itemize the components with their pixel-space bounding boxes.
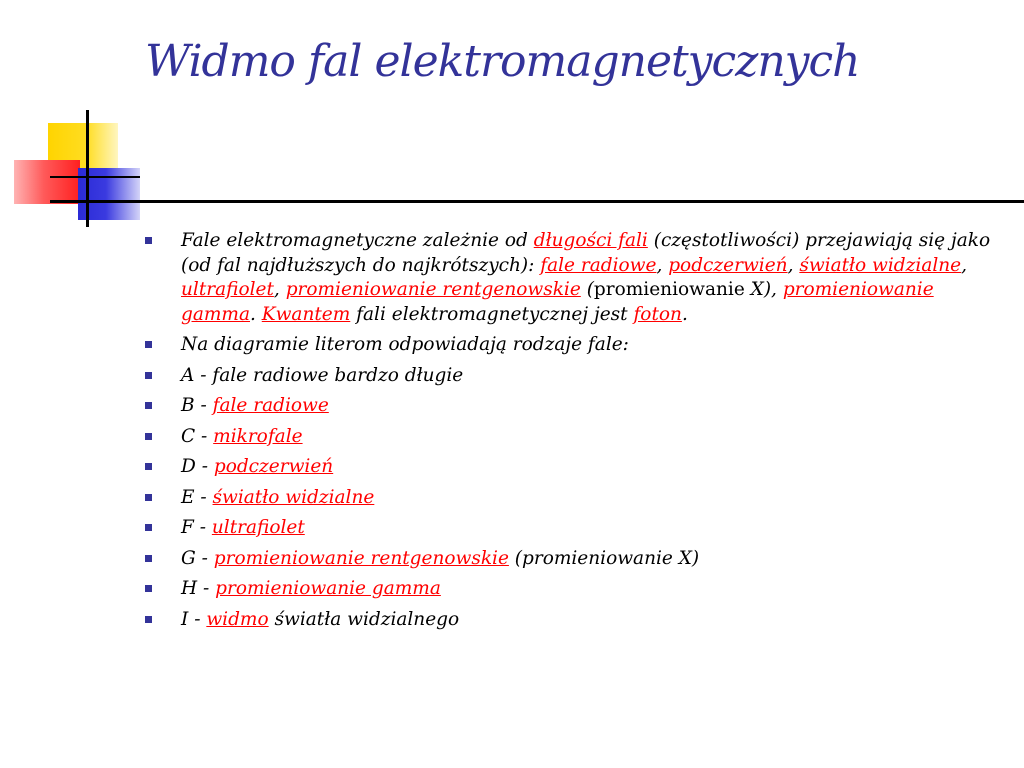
text-segment: (częstotliwości) przejawiają się jako (od fal najdłuższych do najkrótszych): bbox=[181, 230, 991, 276]
decorative-red-square bbox=[14, 160, 80, 204]
list-item bbox=[143, 364, 1003, 389]
text-segment: . bbox=[681, 303, 688, 325]
text-segment: I - bbox=[181, 608, 207, 630]
text-segment: promieniowanie bbox=[593, 279, 745, 300]
decorative-short-horizontal-line bbox=[50, 176, 140, 178]
list-item bbox=[143, 486, 1003, 511]
text-segment: fali elektromagnetycznej jest bbox=[350, 303, 634, 325]
hyperlink[interactable]: Kwantem bbox=[261, 303, 351, 325]
decorative-vertical-line bbox=[86, 110, 89, 227]
bullet-square-icon bbox=[145, 402, 152, 409]
text-segment: (promieniowanie X) bbox=[508, 547, 700, 569]
list-item bbox=[143, 547, 1003, 572]
bullet-square-icon bbox=[145, 341, 152, 348]
text-segment: Na diagramie literom odpowiadają rodzaje fale: bbox=[181, 334, 629, 355]
text-segment: B - bbox=[181, 395, 213, 416]
bullet-square-icon bbox=[145, 463, 152, 470]
text-segment: H - bbox=[181, 578, 216, 599]
text-segment: D - bbox=[181, 456, 214, 477]
text-segment: światła widzialnego bbox=[268, 608, 460, 630]
list-item bbox=[143, 577, 1003, 602]
text-segment: , bbox=[961, 254, 968, 276]
bullet-square-icon bbox=[145, 555, 152, 562]
hyperlink[interactable]: fale radiowe bbox=[212, 395, 329, 416]
text-segment: A - fale radiowe bardzo długie bbox=[181, 364, 464, 386]
hyperlink[interactable]: widmo bbox=[206, 608, 269, 630]
hyperlink[interactable]: światło widzialne bbox=[799, 254, 962, 276]
text-segment: Fale elektromagnetyczne zależnie od bbox=[181, 230, 534, 251]
hyperlink[interactable]: foton bbox=[633, 303, 682, 325]
hyperlink[interactable]: ultrafiolet bbox=[211, 517, 305, 538]
hyperlink[interactable]: mikrofale bbox=[213, 425, 303, 447]
hyperlink[interactable]: promieniowanie gamma bbox=[181, 279, 934, 325]
text-segment: F - bbox=[181, 517, 212, 538]
bullet-square-icon bbox=[145, 585, 152, 592]
bullet-square-icon bbox=[145, 616, 152, 623]
hyperlink[interactable]: podczerwień bbox=[213, 456, 334, 477]
text-segment: ( bbox=[580, 279, 594, 300]
bullet-square-icon bbox=[145, 524, 152, 531]
bullet-square-icon bbox=[145, 237, 152, 244]
hyperlink[interactable]: promieniowanie rentgenowskie bbox=[213, 547, 509, 569]
text-segment: X), bbox=[744, 279, 783, 300]
list-item bbox=[143, 394, 1003, 419]
text-segment: , bbox=[273, 279, 286, 300]
hyperlink[interactable]: promieniowanie rentgenowskie bbox=[285, 279, 581, 300]
list-item bbox=[143, 333, 1003, 358]
list-item bbox=[143, 608, 1003, 633]
bullet-square-icon bbox=[145, 372, 152, 379]
hyperlink[interactable]: ultrafiolet bbox=[181, 279, 274, 300]
bullet-list bbox=[143, 229, 1003, 632]
slide-content bbox=[143, 229, 1003, 638]
hyperlink[interactable]: fale radiowe bbox=[540, 254, 657, 276]
text-segment: C - bbox=[181, 425, 214, 447]
text-segment: E - bbox=[181, 486, 213, 508]
hyperlink[interactable]: promieniowanie gamma bbox=[215, 578, 441, 599]
title-divider-line bbox=[50, 200, 1024, 203]
list-item bbox=[143, 455, 1003, 480]
text-segment: . bbox=[250, 303, 262, 325]
hyperlink[interactable]: światło widzialne bbox=[212, 486, 375, 508]
bullet-square-icon bbox=[145, 494, 152, 501]
list-item bbox=[143, 229, 1003, 327]
page-title: Widmo fal elektromagnetycznych bbox=[145, 36, 860, 87]
list-item bbox=[143, 516, 1003, 541]
text-segment: , bbox=[787, 254, 800, 276]
text-segment: , bbox=[656, 254, 669, 276]
bullet-square-icon bbox=[145, 433, 152, 440]
text-segment: G - bbox=[181, 547, 214, 569]
hyperlink[interactable]: długości fali bbox=[533, 230, 648, 251]
list-item bbox=[143, 425, 1003, 450]
hyperlink[interactable]: podczerwień bbox=[668, 254, 788, 276]
